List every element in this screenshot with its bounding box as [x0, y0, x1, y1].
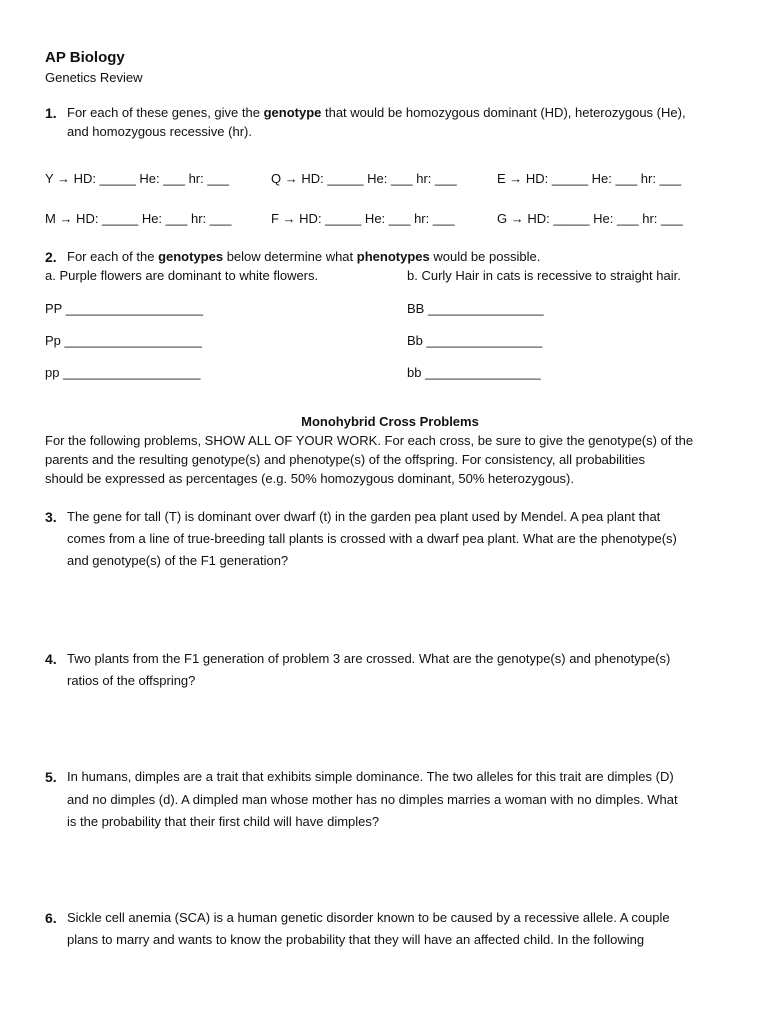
q5-line3: is the probability that their first child will have dimples? — [67, 814, 380, 829]
q1-gene-g: G → HD: _____ He: ___ hr: ___ — [497, 211, 683, 226]
page-subtitle: Genetics Review — [45, 70, 143, 85]
q1-number: 1. — [45, 105, 57, 121]
q1-text-a: For each of these genes, give the — [67, 105, 264, 120]
page-title: AP Biology — [45, 49, 125, 66]
q2-text-a: For each of the — [67, 249, 159, 264]
q5-line1: In humans, dimples are a trait that exhibits simple dominance. The two alleles for this trait are dimples (D) — [67, 769, 674, 784]
q1-bold-genotype: genotype — [263, 105, 322, 120]
q2-part-a-label: a. Purple flowers are dominant to white flowers. — [45, 268, 319, 283]
q2-part-b-label: b. Curly Hair in cats is recessive to straight hair. — [407, 268, 681, 283]
q3-number: 3. — [45, 509, 57, 525]
q2-text — [67, 248, 540, 266]
mono-intro-line2: parents and the resulting genotype(s) and phenotype(s) of the offspring. For consistency, all probabilities — [45, 452, 646, 467]
q2-answer-bb-lower[interactable]: bb ________________ — [407, 365, 541, 380]
q1-text-line1 — [67, 104, 686, 122]
section-heading-monohybrid: Monohybrid Cross Problems — [301, 414, 479, 429]
q1-gene-q: Q → HD: _____ He: ___ hr: ___ — [271, 171, 457, 186]
q4-number: 4. — [45, 651, 57, 667]
q2-answer-pp-upper[interactable]: PP ___________________ — [45, 301, 204, 316]
q2-answer-bb-upper[interactable]: BB ________________ — [407, 301, 544, 316]
q2-answer-pp-lower[interactable]: pp ___________________ — [45, 365, 201, 380]
q6-number: 6. — [45, 910, 57, 926]
mono-intro-line3: should be expressed as percentages (e.g. 50% homozygous dominant, 50% heterozygous). — [45, 471, 574, 486]
q6-line2: plans to marry and wants to know the probability that they will have an affected child. In the following — [67, 932, 645, 947]
q6-line1: Sickle cell anemia (SCA) is a human genetic disorder known to be caused by a recessive allele. A couple — [67, 910, 670, 925]
q1-gene-f: F → HD: _____ He: ___ hr: ___ — [271, 211, 455, 226]
q2-number: 2. — [45, 249, 57, 265]
q2-text-c: would be possible. — [429, 249, 541, 264]
q5-line2: and no dimples (d). A dimpled man whose mother has no dimples marries a woman with no dimples. What — [67, 792, 678, 807]
q3-line3: and genotype(s) of the F1 generation? — [67, 553, 289, 568]
q3-line2: comes from a line of true-breeding tall plants is crossed with a dwarf pea plant. What are the phenotype(s) — [67, 531, 677, 546]
q1-gene-m: M → HD: _____ He: ___ hr: ___ — [45, 211, 232, 226]
q2-answer-pp-mixed[interactable]: Pp ___________________ — [45, 333, 202, 348]
q1-text-line2: and homozygous recessive (hr). — [67, 124, 252, 139]
q2-text-b: below determine what — [223, 249, 357, 264]
q1-gene-e: E → HD: _____ He: ___ hr: ___ — [497, 171, 682, 186]
q3-line1: The gene for tall (T) is dominant over dwarf (t) in the garden pea plant used by Mendel. A pea plant that — [67, 509, 661, 524]
q2-bold-genotypes: genotypes — [158, 249, 224, 264]
q4-line1: Two plants from the F1 generation of problem 3 are crossed. What are the genotype(s) and phenotype(s) — [67, 651, 671, 666]
q4-line2: ratios of the offspring? — [67, 673, 196, 688]
q5-number: 5. — [45, 769, 57, 785]
q1-text-b: that would be homozygous dominant (HD), heterozygous (He), — [321, 105, 686, 120]
mono-intro-line1: For the following problems, SHOW ALL OF YOUR WORK. For each cross, be sure to give the genotype(s) of the — [45, 433, 694, 448]
q1-gene-y: Y → HD: _____ He: ___ hr: ___ — [45, 171, 230, 186]
q2-bold-phenotypes: phenotypes — [356, 249, 430, 264]
q2-answer-bb-mixed[interactable]: Bb ________________ — [407, 333, 543, 348]
